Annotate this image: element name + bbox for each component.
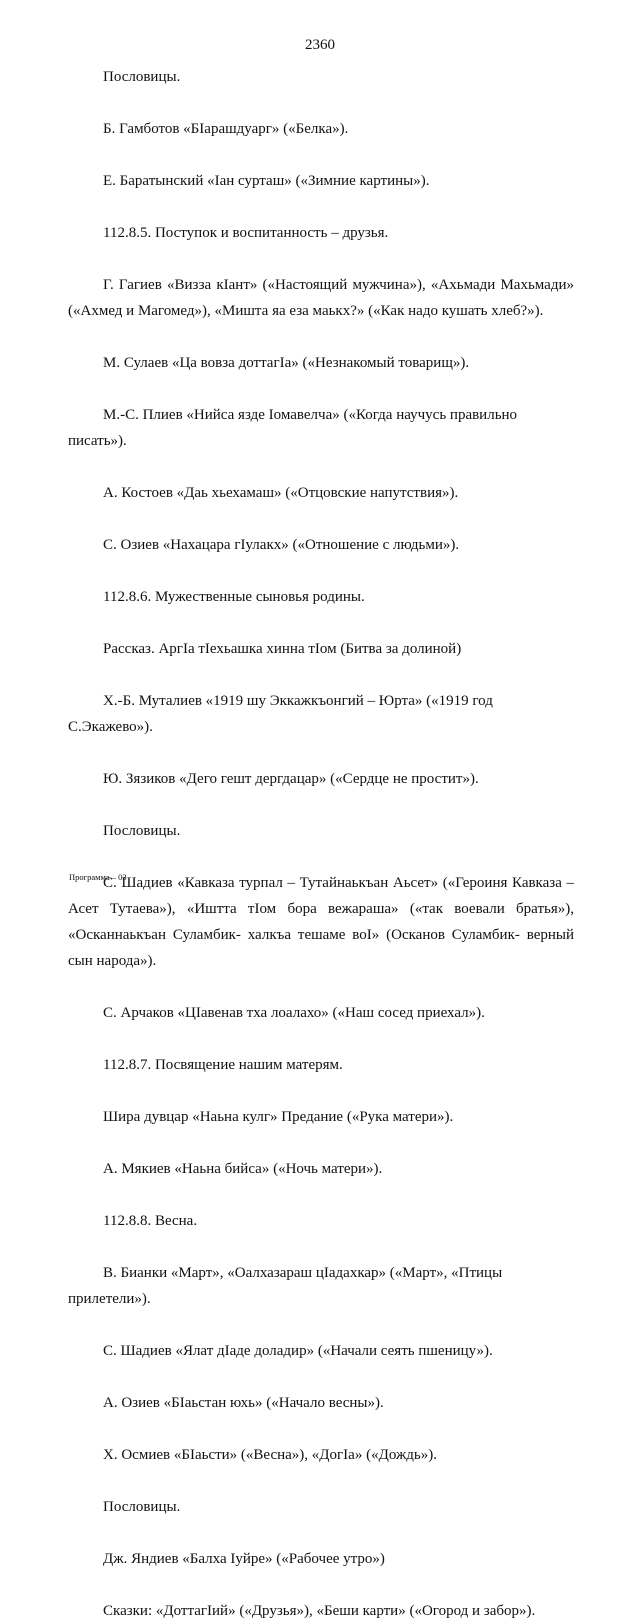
- paragraph: С. Шадиев «Кавказа турпал – Тутайнаькъан Аьсет» («Героиня Кавказа – Асет Тутаева»), «Иштта тІом бора вежараша» («так воевали братья»), «Осканнаькъан Суламбик- халкъа тешаме воІ» (Осканов Суламбик- верный сын народа»).: [68, 875, 574, 969]
- paragraph: А. Костоев «Даь хьехамаш» («Отцовские напутствия»).: [103, 485, 459, 501]
- paragraph: Г. Гагиев «Визза кІант» («Настоящий мужчина»), «Ахьмади Махьмади» («Ахмед и Магомед»), «Мишта яа еза маькх?» («Как надо кушать хлеб?»).: [68, 277, 574, 319]
- paragraph: М.-С. Плиев «Нийса язде Іомавелча» («Когда научусь правильно писать»).: [68, 407, 518, 449]
- section-heading: 112.8.5. Поступок и воспитанность – друзья.: [103, 225, 389, 241]
- paragraph: Пословицы.: [103, 1499, 181, 1515]
- paragraph: М. Сулаев «Ца вовза доттагІа» («Незнакомый товарищ»).: [103, 355, 470, 371]
- paragraph: Рассказ. АргІа тІехьашка хинна тІом (Битва за долиной): [103, 641, 462, 657]
- section-heading: 112.8.6. Мужественные сыновья родины.: [103, 589, 365, 605]
- paragraph: С. Шадиев «Ялат дІаде доладир» («Начали сеять пшеницу»).: [103, 1343, 493, 1359]
- page-number: 2360: [305, 37, 335, 53]
- section-heading: 112.8.8. Весна.: [103, 1213, 198, 1229]
- paragraph: Х.-Б. Муталиев «1919 шу Эккажкъонгий – Юрта» («1919 год С.Экажево»).: [68, 693, 493, 735]
- paragraph: Пословицы.: [103, 823, 181, 839]
- paragraph: Сказки: «ДоттагІий» («Друзья»), «Беши карти» («Огород и забор»).: [103, 1603, 536, 1619]
- paragraph: Ю. Зязиков «Дего гешт дергдацар» («Сердце не простит»).: [103, 771, 479, 787]
- paragraph: А. Мякиев «Наьна бийса» («Ночь матери»).: [103, 1161, 383, 1177]
- paragraph: С. Арчаков «ЦІавенав тха лоалахо» («Наш сосед приехал»).: [103, 1005, 485, 1021]
- paragraph: Шира дувцар «Наьна кулг» Предание («Рука матери»).: [103, 1109, 454, 1125]
- paragraph: Дж. Яндиев «Балха Іуйре» («Рабочее утро»): [103, 1551, 385, 1567]
- paragraph: В. Бианки «Март», «Оалхазараш цІадахкар» («Март», «Птицы прилетели»).: [68, 1265, 503, 1307]
- paragraph: Пословицы.: [103, 69, 181, 85]
- paragraph: Х. Осмиев «БІаьсти» («Весна»), «ДогІа» («Дождь»).: [103, 1447, 438, 1463]
- paragraph: А. Озиев «БІаьстан юхь» («Начало весны»).: [103, 1395, 384, 1411]
- document-body: [68, 64, 574, 1624]
- footer-label: Программа – 03: [69, 872, 127, 882]
- paragraph: Е. Баратынский «Іан сурташ» («Зимние картины»).: [103, 173, 430, 189]
- section-heading: 112.8.7. Посвящение нашим матерям.: [103, 1057, 343, 1073]
- paragraph: С. Озиев «Нахацара гІулакх» («Отношение с людьми»).: [103, 537, 460, 553]
- paragraph: Б. Гамботов «БІарашдуарг» («Белка»).: [103, 121, 349, 137]
